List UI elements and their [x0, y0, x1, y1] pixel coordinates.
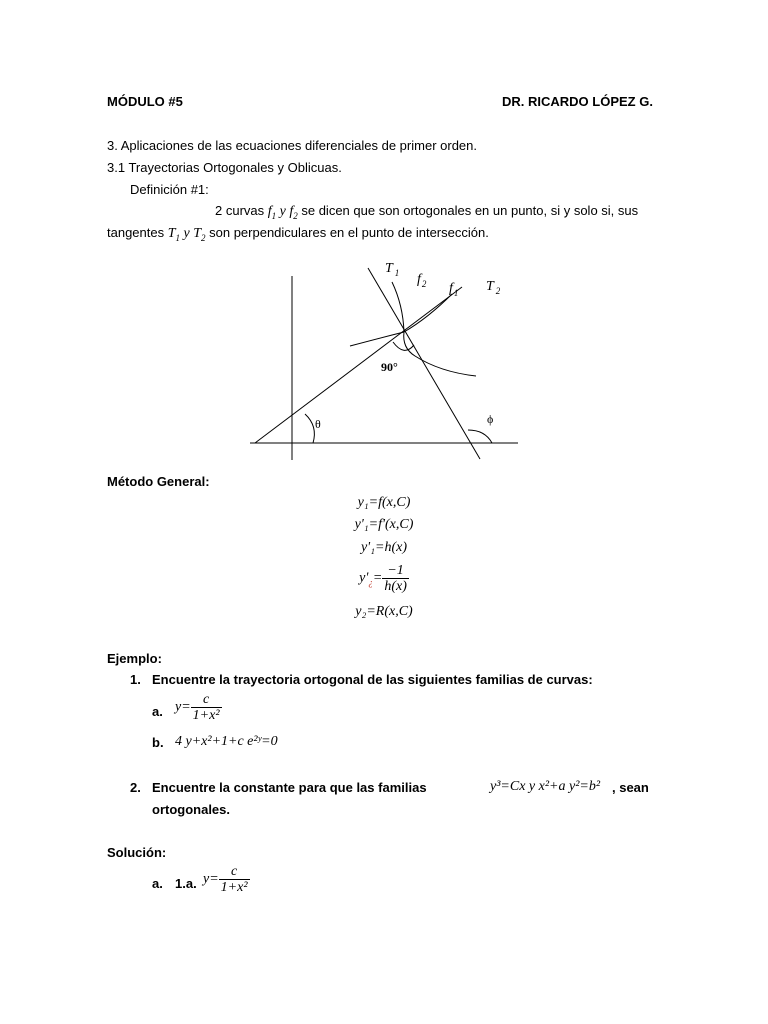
curve-f1 [350, 294, 452, 346]
author-name: DR. RICARDO LÓPEZ G. [502, 94, 653, 109]
right-angle-arc [393, 342, 414, 350]
label-f2: $f_2$ [417, 272, 427, 289]
method-label: Método General: [107, 474, 210, 489]
solution-item-label: a. [152, 876, 163, 891]
definition-line-1: 2 curvas $f_1$ y $f_2$ se dicen que son ortogonales en un punto, si y solo si, sus [215, 203, 639, 221]
example-item-1b-eq: 4 y+x²+1+c e²ʸ=0 [175, 734, 278, 749]
definition-line-2: tangentes $T_1$ y $T_2$ son perpendiculares en el punto de intersección. [107, 225, 489, 243]
example-label: Ejemplo: [107, 651, 162, 666]
example-item-1-text: Encuentre la trayectoria ortogonal de las siguientes familias de curvas: [152, 672, 593, 687]
example-item-2-number: 2. [130, 780, 141, 795]
method-eq-3: y'₁=h(x) [360, 540, 408, 555]
right-angle-label: 90° [381, 360, 398, 374]
example-item-1a-label: a. [152, 704, 163, 719]
example-item-2-text-end: , sean [612, 780, 649, 795]
example-item-2-text-line2: ortogonales. [152, 802, 231, 817]
module-title: MÓDULO #5 [107, 94, 183, 109]
theta-arc [305, 414, 314, 443]
method-eq-4: $y'_¿=$ $\frac{-1}{h(x)}$ [359, 563, 407, 594]
label-f1: $f_1$ [449, 281, 459, 298]
label-t1: T $_1$ [385, 261, 400, 278]
label-t2: T $_2$ [486, 279, 501, 296]
curve-f2 [392, 282, 476, 376]
method-eq-1: y₁=f(x,C) [357, 495, 411, 510]
example-item-2-text: Encuentre la constante para que las familias [152, 780, 427, 795]
example-item-1-number: 1. [130, 672, 141, 687]
solution-eq: y= $\frac{c}{\text{1+x²}}$ [203, 864, 248, 895]
section-heading: 3. Aplicaciones de las ecuaciones diferenciales de primer orden. [107, 138, 477, 153]
method-eq-5: y₂=R(x,C) [355, 604, 413, 619]
example-item-1a-eq: y= $\frac{c}{\text{1+x²}}$ [175, 692, 220, 723]
definition-label: Definición #1: [130, 182, 209, 197]
example-item-1b-label: b. [152, 735, 164, 750]
phi-label: ϕ [487, 412, 494, 426]
phi-arc [468, 430, 492, 443]
method-eq-2: y'₁=f'(x,C) [354, 517, 414, 532]
orthogonal-curves-figure [0, 0, 768, 470]
section-subheading: 3.1 Trayectorias Ortogonales y Oblicuas. [107, 160, 342, 175]
example-item-2-eq: y³=Cx y x²+a y²=b² [490, 779, 601, 794]
theta-label: θ [315, 417, 321, 431]
solution-label: Solución: [107, 845, 167, 860]
solution-item-prefix: 1.a. [175, 876, 197, 891]
